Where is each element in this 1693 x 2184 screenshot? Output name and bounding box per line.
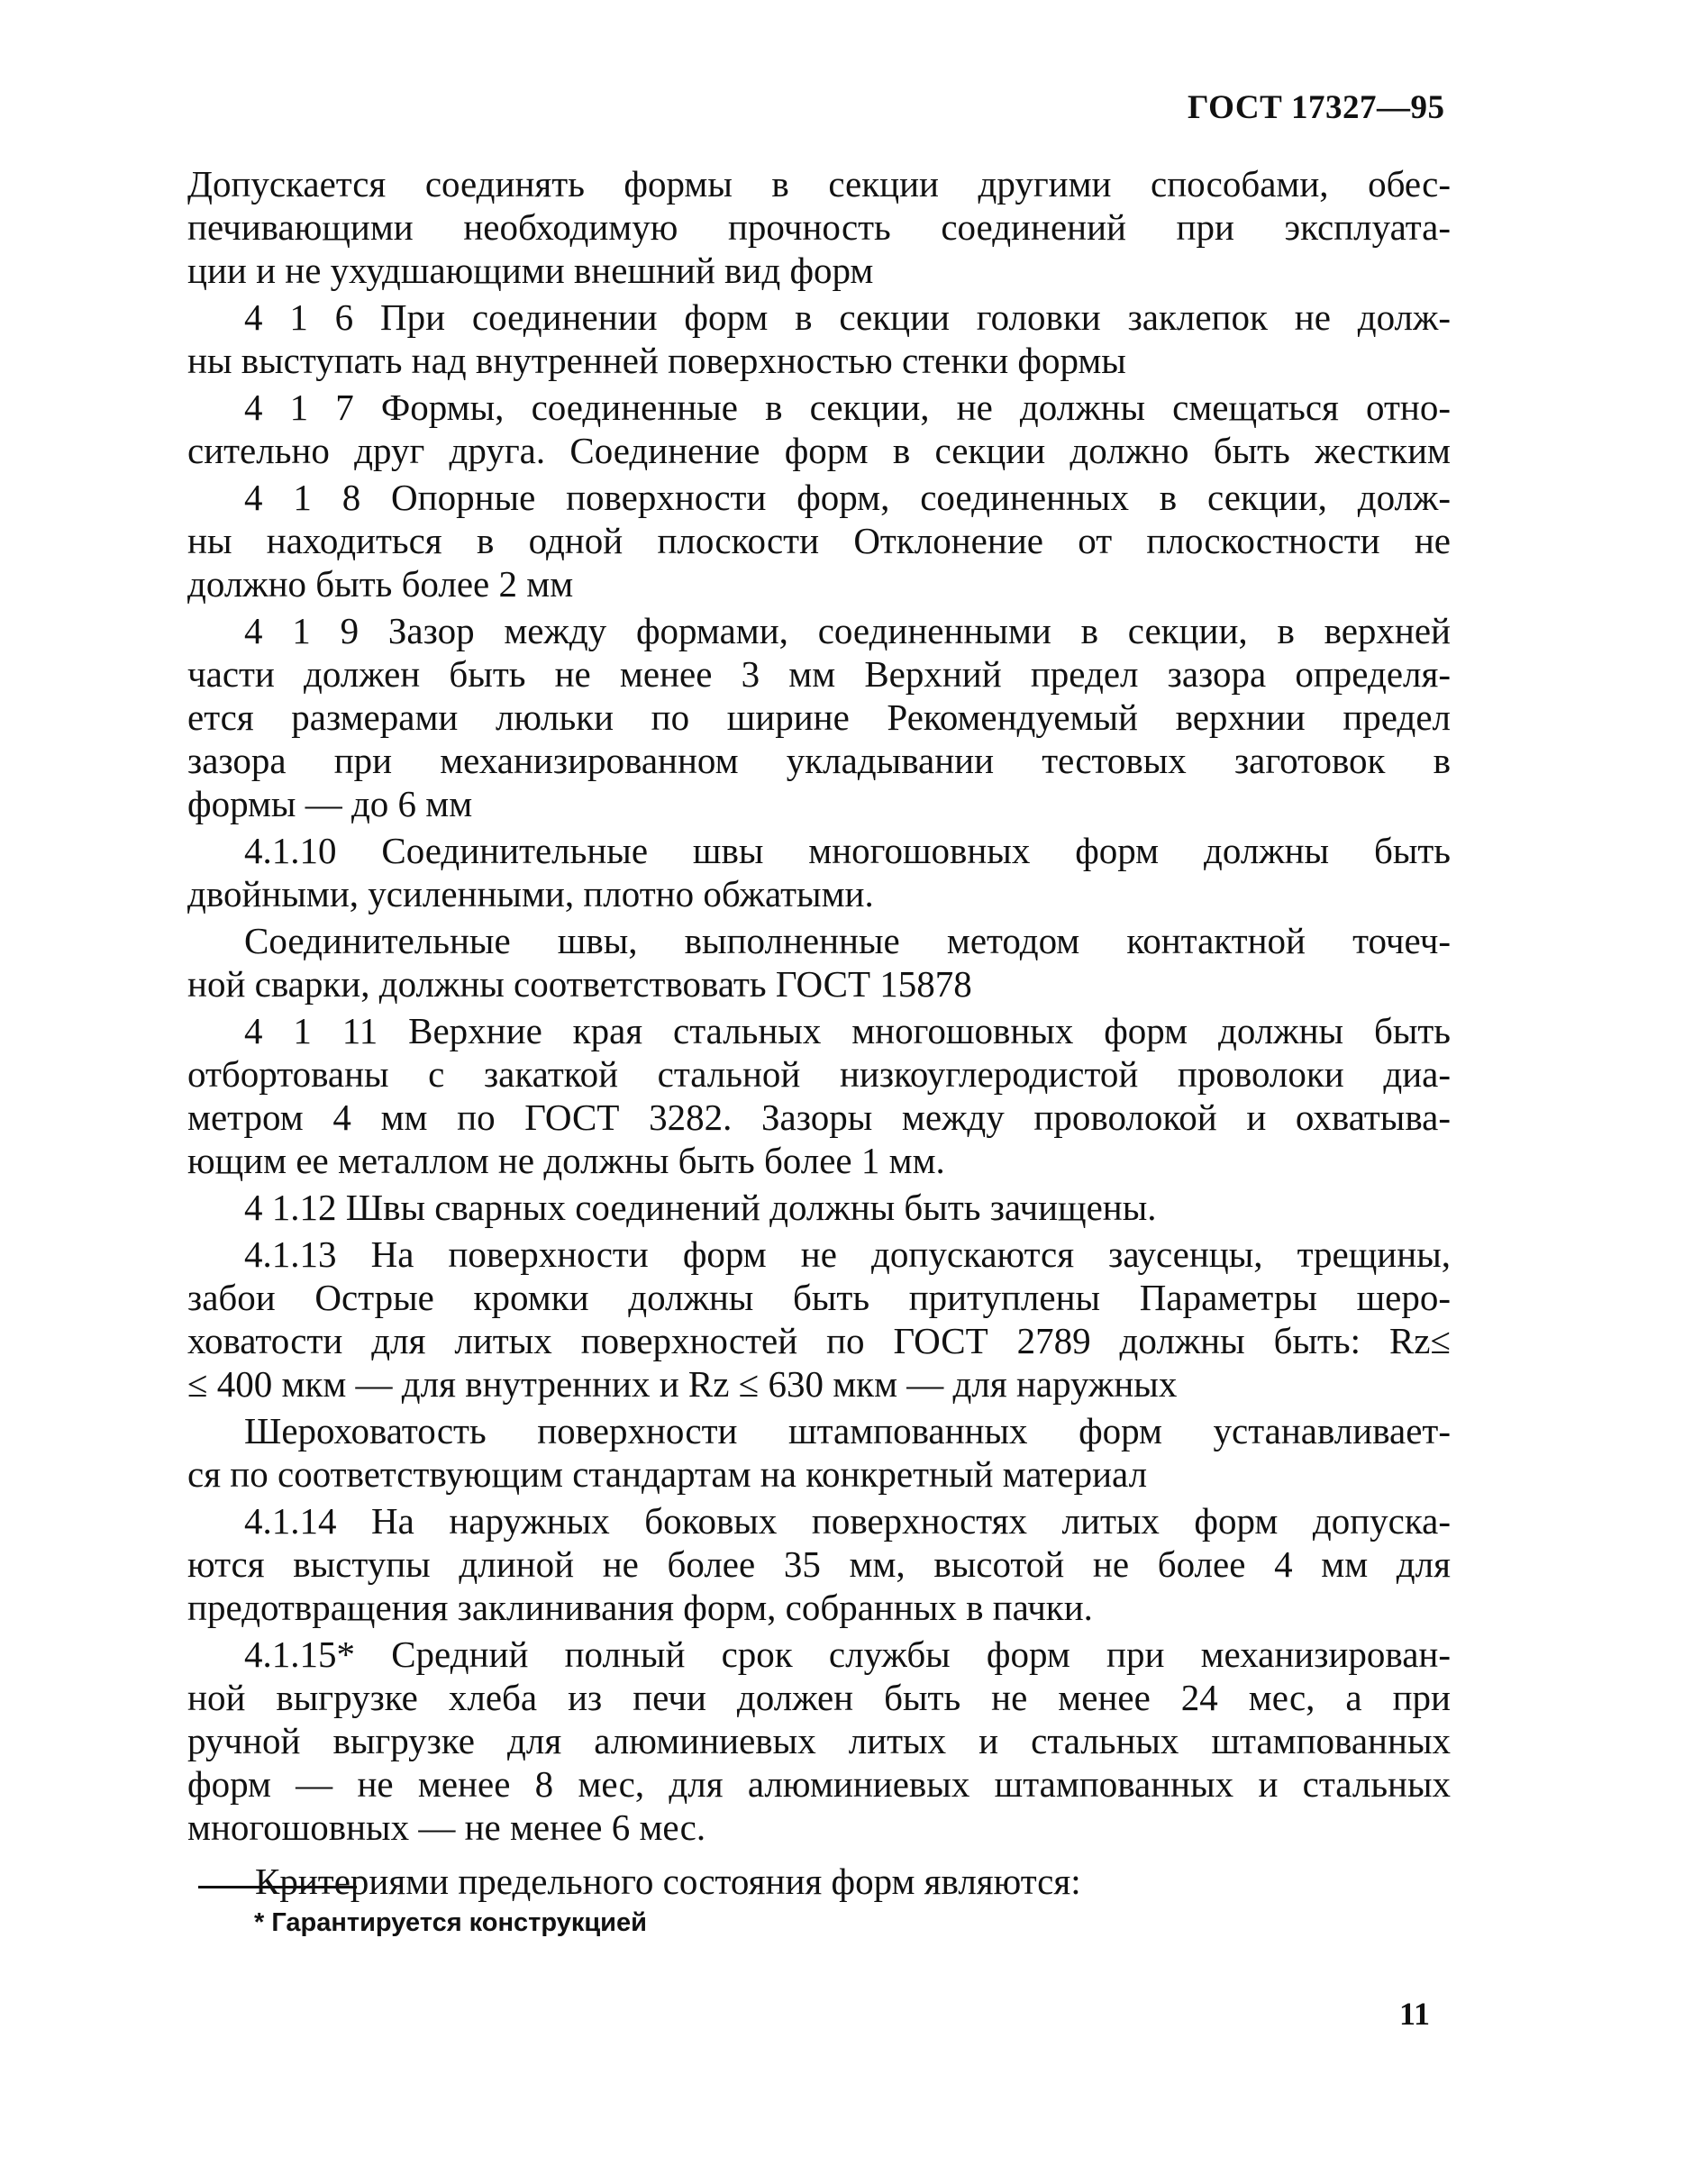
clause-4-1-10: 4.1.10 Соединительные швы многошовных форм должны быть	[244, 830, 1451, 871]
clause-4-1-7: 4 1 7 Формы, соединенные в секции, не должны смещаться отно-	[244, 387, 1451, 428]
text-line: забои Острые кромки должны быть притуплены Параметры шеро-	[187, 1277, 1451, 1318]
text-line: ющим ее металлом не должны быть более 1 мм.	[187, 1140, 945, 1181]
text-line: Шероховатость поверхности штампованных форм устанавливает-	[244, 1410, 1451, 1451]
text-line: ной сварки, должны соответствовать ГОСТ 15878	[187, 963, 972, 1005]
text-line: двойными, усиленными, плотно обжатыми.	[187, 873, 874, 915]
text-line: метром 4 мм по ГОСТ 3282. Зазоры между проволокой и охватыва-	[187, 1097, 1451, 1138]
text-line: ховатости для литых поверхностей по ГОСТ 2789 должны быть: Rz≤	[187, 1320, 1451, 1361]
text-line: зазора при механизированном укладывании тестовых заготовок в	[187, 740, 1451, 781]
text-line: печивающими необходимую прочность соединений при эксплуата-	[187, 206, 1451, 248]
text-line: предотвращения заклинивания форм, собранных в пачки.	[187, 1587, 1093, 1628]
text-line: сительно друг друга. Соединение форм в секции должно быть жестким	[187, 430, 1451, 471]
clause-4-1-15: 4.1.15* Средний полный срок службы форм при механизирован-	[244, 1633, 1451, 1675]
text-line: Допускается соединять формы в секции другими способами, обес-	[187, 163, 1451, 205]
text-line: ны выступать над внутренней поверхностью стенки формы	[187, 340, 1126, 381]
text-line: отбортованы с закаткой стальной низкоуглеродистой проволоки диа-	[187, 1053, 1451, 1095]
text-line: ручной выгрузке для алюминиевых литых и стальных штампованных	[187, 1720, 1451, 1761]
text-line: ции и не ухудшающими внешний вид форм	[187, 250, 874, 291]
document-header: ГОСТ 17327—95	[1188, 89, 1445, 126]
text-line: должно быть более 2 мм	[187, 563, 574, 605]
clause-4-1-13: 4.1.13 На поверхности форм не допускаются заусенцы, трещины,	[244, 1233, 1451, 1275]
criteria-heading: Критериями предельного состояния форм являются:	[255, 1861, 1081, 1902]
text-line: ются выступы длиной не более 35 мм, высотой не более 4 мм для	[187, 1543, 1451, 1585]
text-line: ся по соответствующим стандартам на конкретный материал	[187, 1453, 1148, 1495]
document-body	[187, 162, 1451, 1903]
text-line: ется размерами люльки по ширине Рекомендуемый верхнии предел	[187, 696, 1451, 738]
clause-4-1-12: 4 1.12 Швы сварных соединений должны быть зачищены.	[244, 1187, 1157, 1228]
clause-4-1-14: 4.1.14 На наружных боковых поверхностях литых форм допуска-	[244, 1500, 1451, 1542]
text-line: Соединительные швы, выполненные методом контактной точеч-	[244, 920, 1451, 961]
footnote: * Гарантируется конструкцией	[254, 1908, 647, 1937]
footnote-divider	[198, 1886, 357, 1888]
text-line: ≤ 400 мкм — для внутренних и Rz ≤ 630 мкм — для наружных	[187, 1363, 1178, 1405]
text-line: форм — не менее 8 мес, для алюминиевых штампованных и стальных	[187, 1763, 1451, 1805]
page-number: 11	[1399, 1996, 1431, 2032]
text-line: формы — до 6 мм	[187, 783, 473, 824]
text-line: многошовных — не менее 6 мес.	[187, 1806, 706, 1848]
text-line: ной выгрузке хлеба из печи должен быть не менее 24 мес, а при	[187, 1677, 1451, 1718]
clause-4-1-9: 4 1 9 Зазор между формами, соединенными в секции, в верхней	[244, 610, 1451, 651]
text-line: ны находиться в одной плоскости Отклонение от плоскостности не	[187, 520, 1451, 561]
clause-4-1-8: 4 1 8 Опорные поверхности форм, соединенных в секции, долж-	[244, 477, 1451, 518]
clause-4-1-11: 4 1 11 Верхние края стальных многошовных форм должны быть	[244, 1010, 1451, 1051]
text-line: части должен быть не менее 3 мм Верхний предел зазора определя-	[187, 653, 1451, 695]
clause-4-1-6: 4 1 6 При соединении форм в секции головки заклепок не долж-	[244, 296, 1451, 338]
